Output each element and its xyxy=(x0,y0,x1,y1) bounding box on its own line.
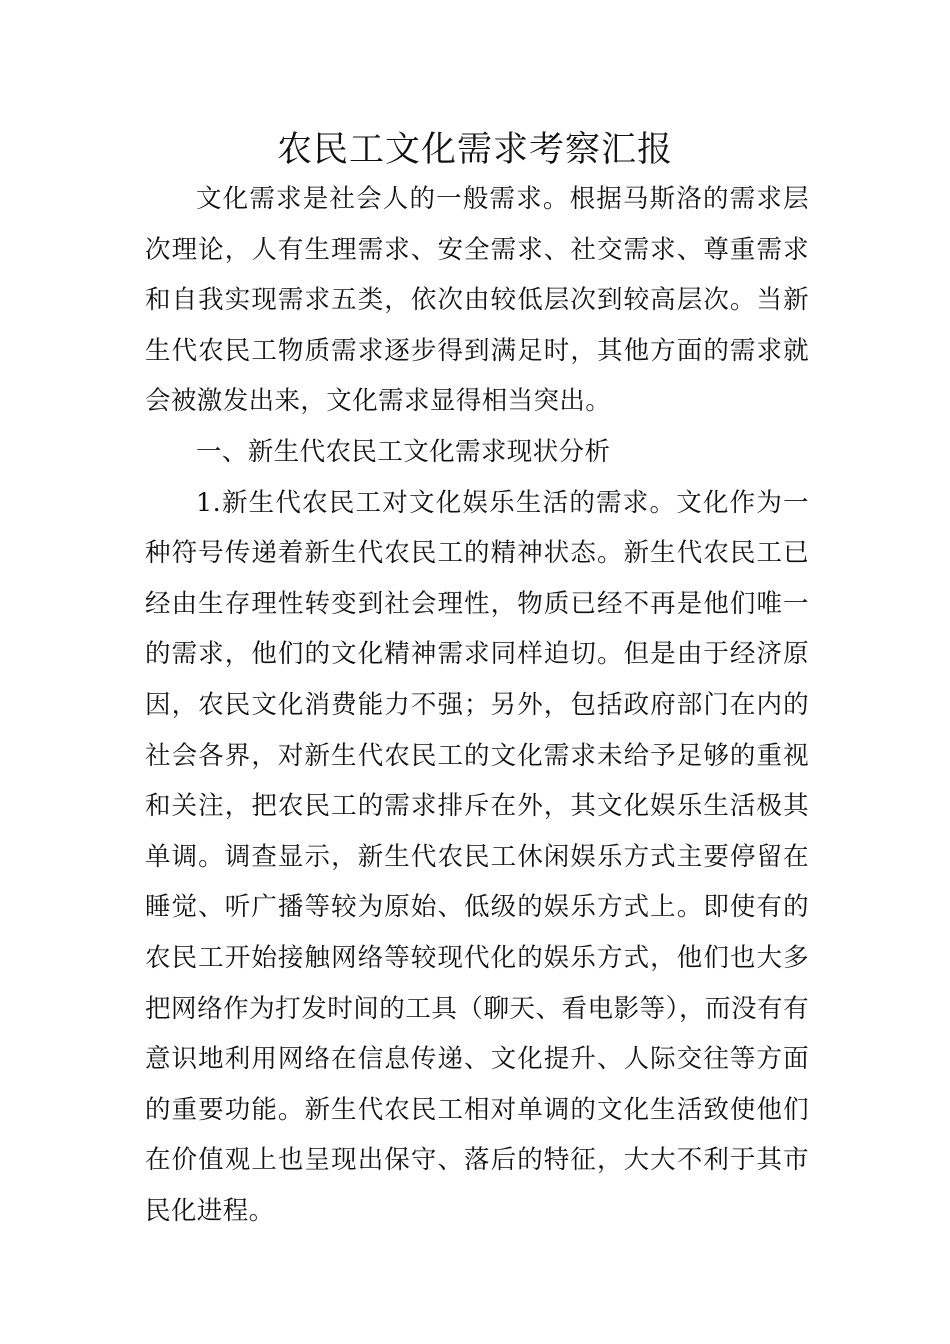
document-title: 农民工文化需求考察汇报 xyxy=(276,130,673,170)
document-body xyxy=(145,174,809,1236)
intro-paragraph: 文化需求是社会人的一般需求。根据马斯洛的需求层次理论，人有生理需求、安全需求、社交需求、尊重需求和自我实现需求五类，依次由较低层次到较高层次。当新生代农民工物质需求逐步得到满足时，其他方面的需求就会被激发出来，文化需求显得相当突出。 xyxy=(145,184,809,417)
section-heading: 一、新生代农民工文化需求现状分析 xyxy=(196,436,611,467)
section-paragraph: 1.新生代农民工对文化娱乐生活的需求。文化作为一种符号传递着新生代农民工的精神状态。新生代农民工已经由生存理性转变到社会理性，物质已经不再是他们唯一的需求，他们的文化精神需求同样迫切。但是由于经济原因，农民文化消费能力不强；另外，包括政府部门在内的社会各界，对新生代农民工的文化需求未给予足够的重视和关注，把农民工的需求排斥在外，其文化娱乐生活极其单调。调查显示，新生代农民工休闲娱乐方式主要停留在睡觉、听广播等较为原始、低级的娱乐方式上。即使有的农民工开始接触网络等较现代化的娱乐方式，他们也大多把网络作为打发时间的工具（聊天、看电影等），而没有有意识地利用网络在信息传递、文化提升、人际交往等方面的重要功能。新生代农民工相对单调的文化生活致使他们在价值观上也呈现出保守、落后的特征，大大不利于其市民化进程。 xyxy=(145,487,809,1226)
